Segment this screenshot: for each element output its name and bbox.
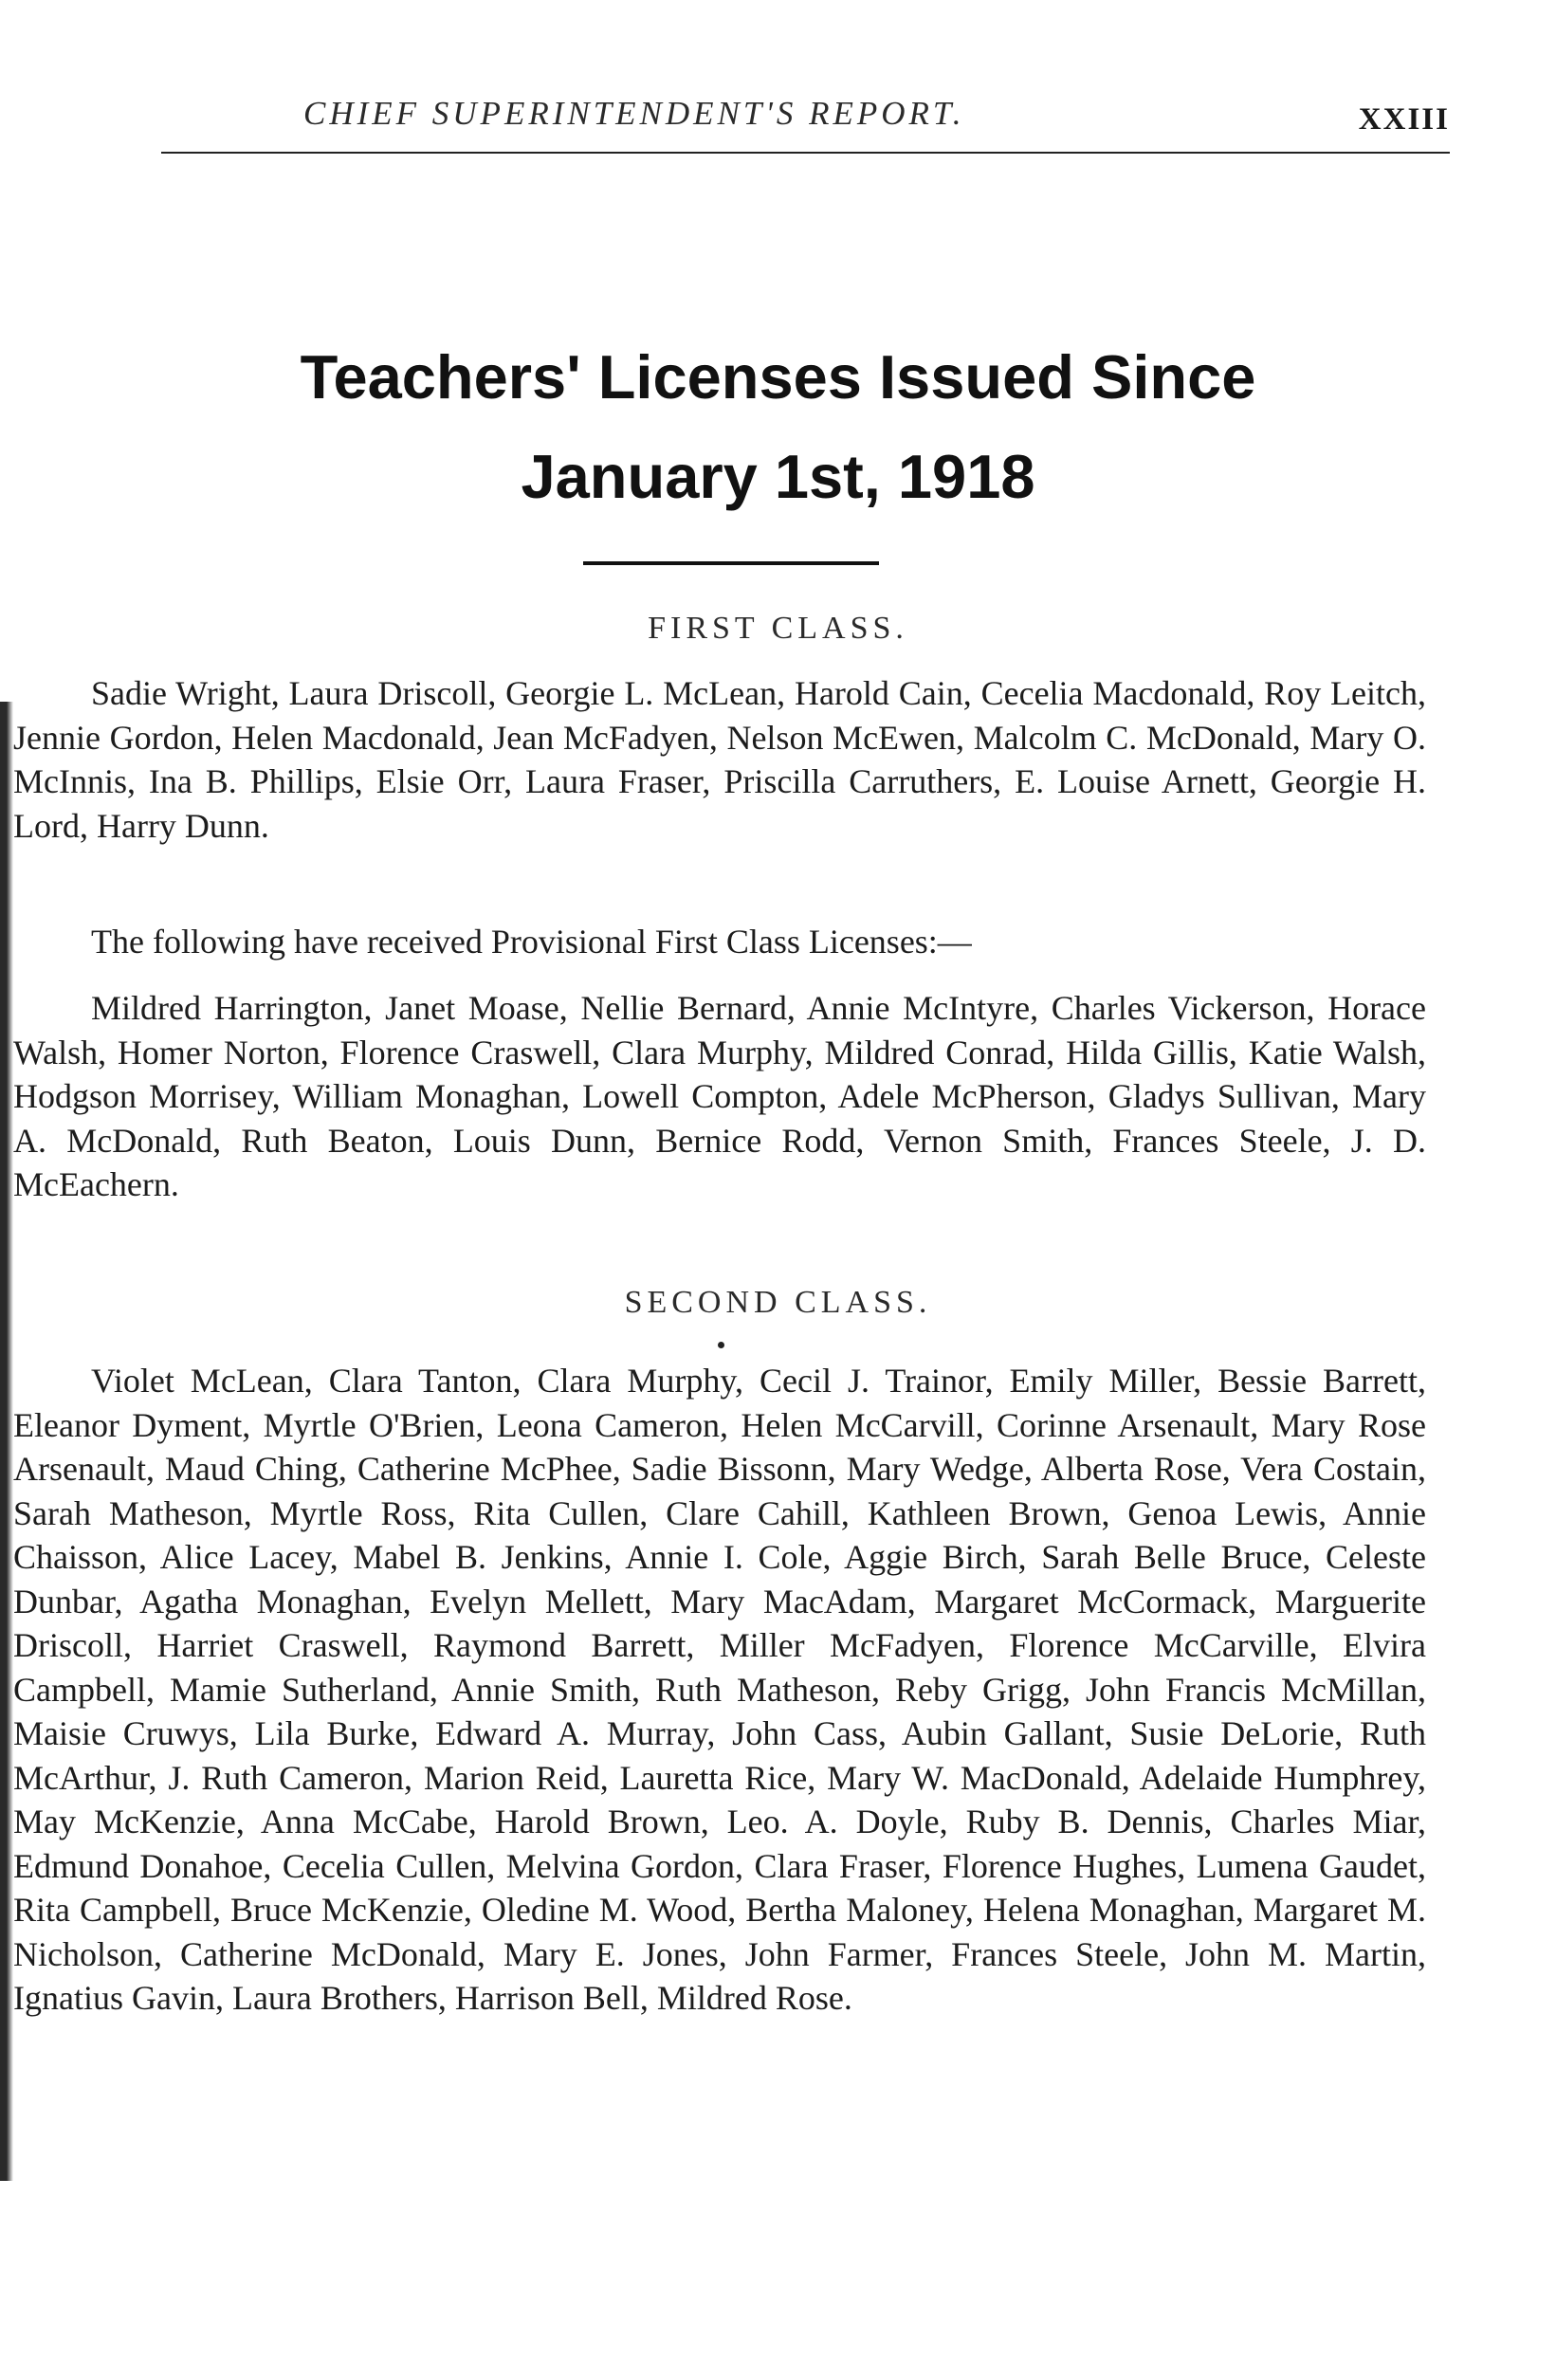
- page-number: XXIII: [1358, 102, 1450, 137]
- first-class-heading: FIRST CLASS.: [648, 611, 908, 646]
- running-head: [161, 95, 1450, 154]
- title-divider: [583, 561, 879, 565]
- first-class-names-text: Sadie Wright, Laura Driscoll, Georgie L. McLean, Harold Cain, Cecelia Macdonald, Roy Leitch, Jennie Gordon, Helen Macdonald, Jean McFadyen, Nelson McEwen, Malcolm C. McDonald, Mary O. McInnis, Ina B. Phillips, Elsie Orr, Laura Fraser, Priscilla Carruthers, E. Louise Arnett, Georgie H. Lord, Harry Dunn.: [13, 674, 1426, 845]
- page-binding-shadow: [0, 702, 13, 2181]
- second-class-names: [13, 1359, 1426, 2021]
- provisional-intro: [13, 920, 1426, 964]
- first-class-names: [13, 671, 1426, 848]
- page-title-line-2: January 1st, 1918: [521, 442, 1035, 511]
- provisional-first-class-names: [13, 986, 1426, 1207]
- provisional-names-text: Mildred Harrington, Janet Moase, Nellie Bernard, Annie McIntyre, Charles Vickerson, Horace Walsh, Homer Norton, Florence Craswell, Clara Murphy, Mildred Conrad, Hilda Gillis, Katie Walsh, Hodgson Morrisey, William Monaghan, Lowell Compton, Adele McPherson, Gladys Sullivan, Mary A. McDonald, Ruth Beaton, Louis Dunn, Bernice Rodd, Vernon Smith, Frances Steele, J. D. McEachern.: [13, 989, 1426, 1203]
- printer-dot-mark: [718, 1342, 724, 1348]
- page-title-line-1: Teachers' Licenses Issued Since: [300, 342, 1256, 412]
- provisional-intro-text: The following have received Provisional First Class Licenses:—: [91, 923, 972, 961]
- second-class-heading: SECOND CLASS.: [624, 1285, 932, 1320]
- second-class-names-text: Violet McLean, Clara Tanton, Clara Murphy, Cecil J. Trainor, Emily Miller, Bessie Barrett, Eleanor Dyment, Myrtle O'Brien, Leona Cameron, Helen McCarvill, Corinne Arsenault, Mary Rose Arsenault, Maud Ching, Catherine McPhee, Sadie Bissonn, Mary Wedge, Alberta Rose, Vera Costain, Sarah Matheson, Myrtle Ross, Rita Cullen, Clare Cahill, Kathleen Brown, Genoa Lewis, Annie Chaisson, Alice Lacey, Mabel B. Jenkins, Annie I. Cole, Aggie Birch, Sarah Belle Bruce, Celeste Dunbar, Agatha Monaghan, Evelyn Mellett, Mary MacAdam, Margaret McCormack, Marguerite Driscoll, Harriet Craswell, Raymond Barrett, Miller McFadyen, Florence McCarville, Elvira Campbell, Mamie Sutherland, Annie Smith, Ruth Matheson, Reby Grigg, John Francis McMillan, Maisie Cruwys, Lila Burke, Edward A. Murray, John Cass, Aubin Gallant, Susie DeLorie, Ruth McArthur, J. Ruth Cameron, Marion Reid, Lauretta Rice, Mary W. MacDonald, Adelaide Humphrey, May McKenzie, Anna McCabe, Harold Brown, Leo. A. Doyle, Ruby B. Dennis, Charles Miar, Edmund Donahoe, Cecelia Cullen, Melvina Gordon, Clara Fraser, Florence Hughes, Lumena Gaudet, Rita Campbell, Bruce McKenzie, Oledine M. Wood, Bertha Maloney, Helena Monaghan, Margaret M. Nicholson, Catherine McDonald, Mary E. Jones, John Farmer, Frances Steele, John M. Martin, Ignatius Gavin, Laura Brothers, Harrison Bell, Mildred Rose.: [13, 1362, 1426, 2017]
- page-title: [114, 327, 1442, 526]
- running-head-title: CHIEF SUPERINTENDENT'S REPORT.: [303, 95, 965, 132]
